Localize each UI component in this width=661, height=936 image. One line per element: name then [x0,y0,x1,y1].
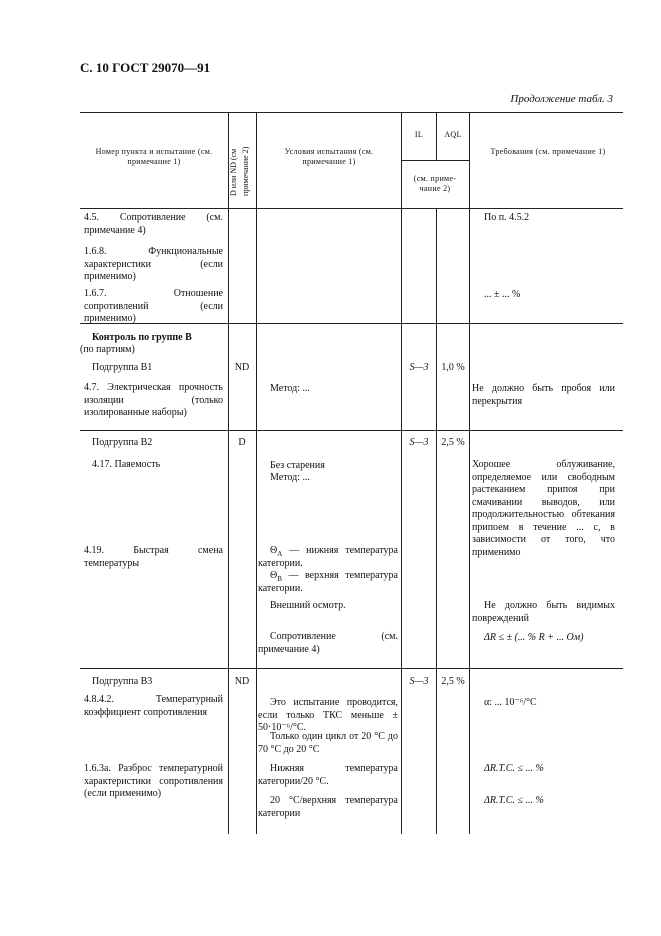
row-thermal-shock-condition-b: $\Theta_B$ — верхняя температура категории. [258,570,398,594]
col-divider-2 [256,112,257,834]
col-divider-il-aql-body [436,208,437,834]
subgroup-b3-aql: 2,5 % [441,676,465,687]
header-aql: AQL [444,130,462,139]
row-resistance-b2-requirement: ΔR ≤ ± (... % R + ... Ом) [484,632,584,643]
row-insulation-condition: Метод: ... [270,383,311,394]
row-solderability-condition-2: Метод: ... [270,472,311,483]
row-tcr-item: 4.8.4.2. Температурный коэффициент сопротивления [84,694,223,718]
il-aql-divider [401,160,469,161]
subgroup-b1-il: S—3 [409,362,429,373]
header-dnd-line2: примечание 2) [241,146,250,196]
row-resistance-item: 4.5. Сопротивление (см. примечание 4) [84,212,223,236]
row-resistance-requirement: По п. 4.5.2 [484,212,530,223]
group-b-subtitle: (по партиям) [80,344,135,355]
row-tcr-requirement: α: ... 10⁻⁶/°C [484,697,537,708]
row-ratio-requirement: ... ± ... % [484,289,521,300]
col-divider-3 [401,112,402,834]
header-dnd-line1: D или ND (см [229,148,238,196]
row-solderability-requirement: Хорошее облуживание, определяемое или свободным растеканием припоя при смачивании выводов, или продолжительностью обтекания припоем в течение ... с, в зависимости от того, что применимо [472,459,615,558]
subgroup-b1-label: Подгруппа В1 [92,362,153,373]
header-il: IL [414,130,424,139]
subgroup-b2-il: S—3 [409,437,429,448]
header-bottom-border [80,208,623,209]
row-insulation-requirement: Не должно быть пробоя или перекрытия [472,383,615,407]
row-resistance-b2-condition: Сопротивление (см. примечание 4) [258,631,398,655]
header-requirements: Требования (см. примечание 1) [490,147,606,156]
subgroup-b2-label: Подгруппа В2 [92,437,153,448]
header-conditions: Условия испытания (см. примечание 1) [284,147,374,166]
page-title: С. 10 ГОСТ 29070—91 [80,60,211,75]
subgroup-b3-il: S—3 [409,676,429,687]
row-tcr-condition-1: Это испытание проводится, если только ТКС меньше ± 50·10⁻⁶/°C. [258,697,398,733]
row-thermal-shock-item: 4.19. Быстрая смена температуры [84,545,223,569]
subgroup-b2-dnd: D [238,437,246,448]
table-continuation-label: Продолжение табл. 3 [510,93,613,105]
section-divider-3 [80,668,623,669]
row-visual-requirement: Не должно быть видимых повреждений [472,600,615,624]
row-tcr-spread-item: 1.6.3а. Разброс температурной характеристики сопротивления (если применимо) [84,763,223,799]
theta-a-symbol: $\Theta_A$ [270,545,283,558]
header-item: Номер пункта и испытание (см. примечание 1) [95,147,213,166]
subgroup-b3-dnd: ND [234,676,250,687]
row-tcr-spread-requirement-2: ΔR.T.C. ≤ ... % [484,795,544,806]
table-top-border [80,112,623,113]
theta-b-symbol: $\Theta_B$ [270,570,282,583]
row-functional-item: 1.6.8. Функциональные характеристики (если применимо) [84,246,223,282]
row-tcr-condition-2: Только один цикл от 20 °C до 70 °C до 20 °C [258,731,398,755]
row-tcr-spread-condition-1: Нижняя температура категории/20 °C. [258,763,398,787]
header-il-aql-note: (см. приме- чание 2) [413,174,457,193]
col-divider-1 [228,112,229,834]
subgroup-b3-label: Подгруппа В3 [92,676,153,687]
row-solderability-item: 4.17. Паяемость [92,459,161,470]
subgroup-b1-aql: 1,0 % [441,362,465,373]
row-solderability-condition-1: Без старения [270,460,325,471]
row-ratio-item: 1.6.7. Отношение сопротивлений (если применимо) [84,288,223,324]
subgroup-b1-dnd: ND [234,362,250,373]
row-tcr-spread-requirement-1: ΔR.T.C. ≤ ... % [484,763,544,774]
row-visual-condition: Внешний осмотр. [270,600,346,611]
row-insulation-item: 4.7. Электрическая прочность изоляции (только изолированные наборы) [84,382,223,418]
col-divider-5 [469,112,470,834]
row-thermal-shock-condition-a: $\Theta_A$ — нижняя температура категории. [258,545,398,569]
section-divider-2 [80,430,623,431]
subgroup-b2-aql: 2,5 % [441,437,465,448]
row-tcr-spread-condition-2: 20 °C/верхняя температура категории [258,795,398,819]
group-b-title: Контроль по группе В [92,332,192,343]
